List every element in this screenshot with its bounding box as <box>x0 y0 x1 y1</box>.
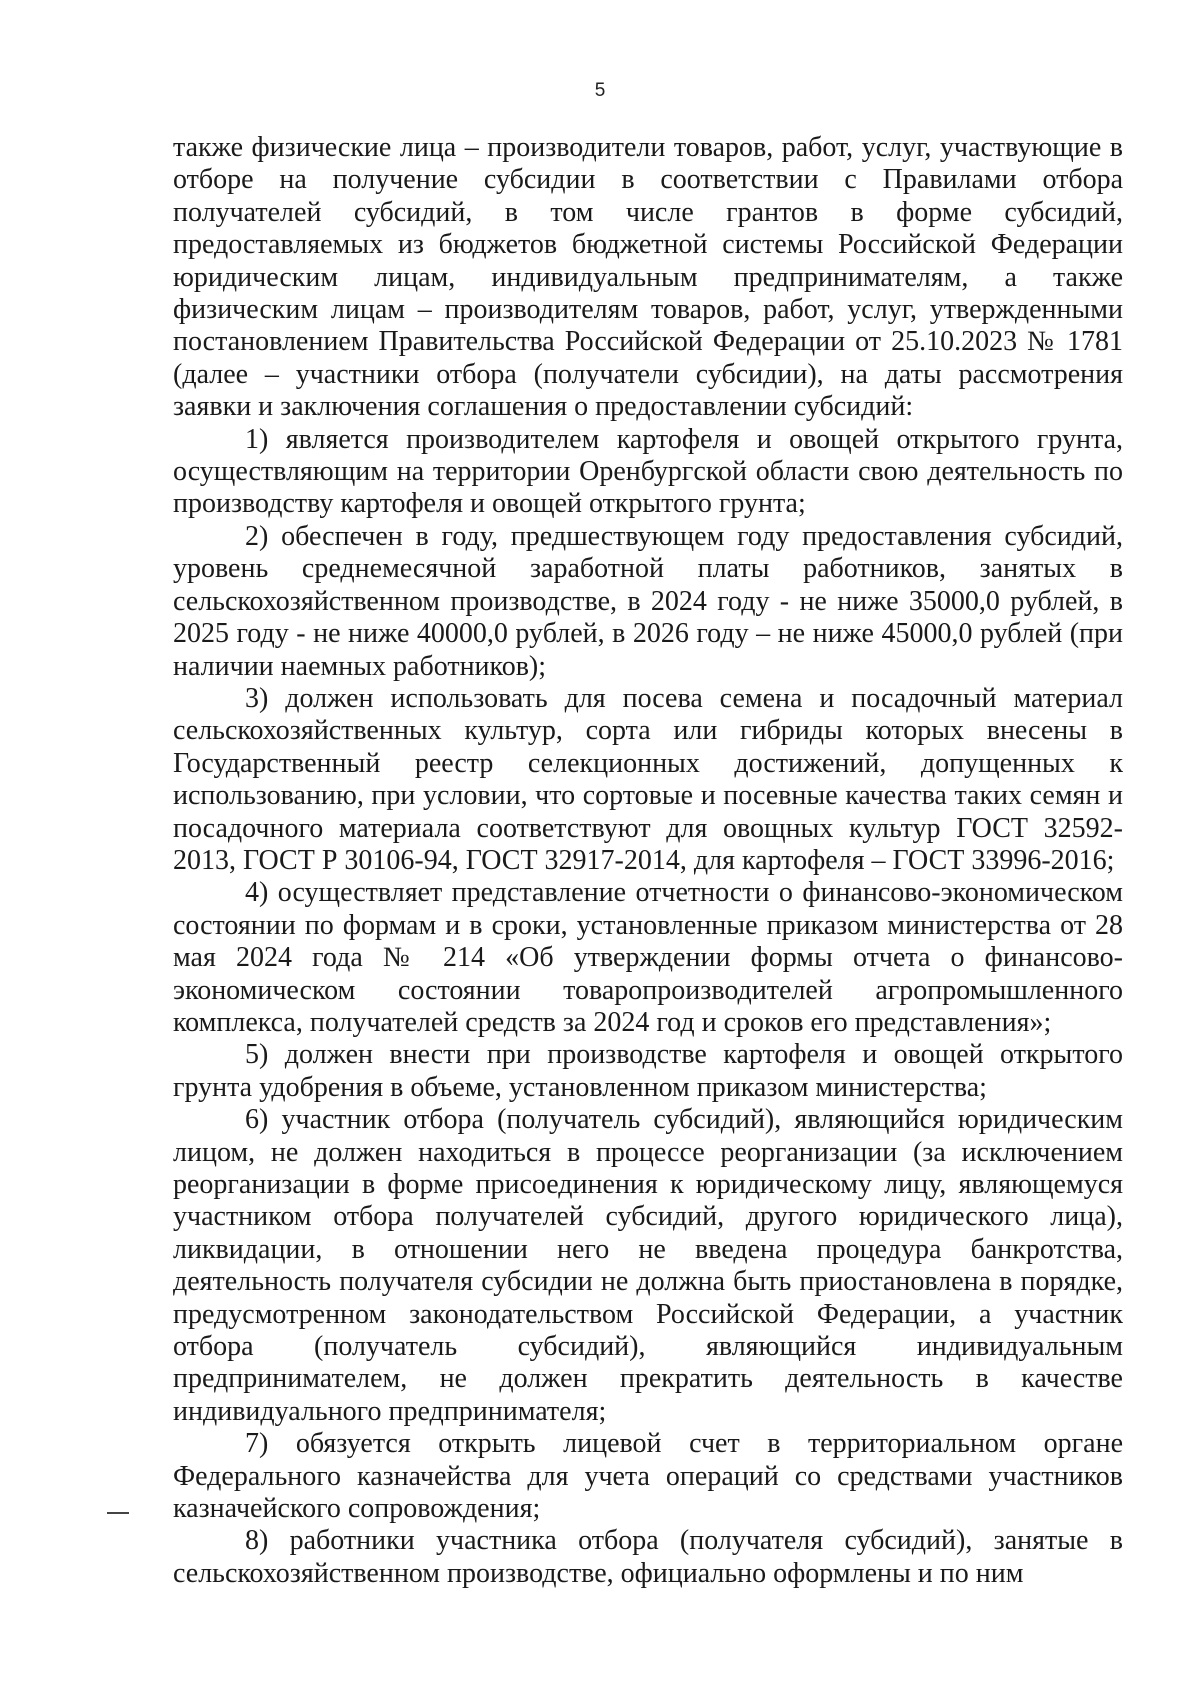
document-body <box>173 132 1123 1590</box>
paragraph-item-1: 1) является производителем картофеля и овощей открытого грунта, осуществляющим на территории Оренбургской области свою деятельность по производству картофеля и овощей открытого грунта; <box>173 423 1123 520</box>
paragraph-item-5: 5) должен внести при производстве картофеля и овощей открытого грунта удобрения в объеме, установленном приказом министерства; <box>173 1039 1123 1103</box>
page-number: 5 <box>594 80 606 101</box>
margin-dash-mark <box>107 1512 129 1514</box>
paragraph-item-2: 2) обеспечен в году, предшествующем году предоставления субсидий, уровень среднемесячной заработной платы работников, занятых в сельскохозяйственном производстве, в 2024 году - не ниже 35000,0 рублей, в 2025 году - не ниже 40000,0 рублей, в 2026 году – не ниже 45000,0 рублей (при наличии наемных работников); <box>173 520 1123 682</box>
paragraph-item-6: 6) участник отбора (получатель субсидий), являющийся юридическим лицом, не должен находиться в процессе реорганизации (за исключением реорганизации в форме присоединения к юридическому лицу, являющемуся участником отбора получателей субсидий, другого юридического лица), ликвидации, в отношении него не введена процедура банкротства, деятельность получателя субсидии не должна быть приостановлена в порядке, предусмотренном законодательством Российской Федерации, а участник отбора (получатель субсидий), являющийся индивидуальным предпринимателем, не должен прекратить деятельность в качестве индивидуального предпринимателя; <box>173 1104 1123 1427</box>
paragraph-item-8: 8) работники участника отбора (получателя субсидий), занятые в сельскохозяйственном производстве, официально оформлены и по ним <box>173 1525 1123 1589</box>
paragraph-intro: также физические лица – производители товаров, работ, услуг, участвующие в отборе на получение субсидии в соответствии с Правилами отбора получателей субсидий, в том числе грантов в форме субсидий, предоставляемых из бюджетов бюджетной системы Российской Федерации юридическим лицам, индивидуальным предпринимателям, а также физическим лицам – производителям товаров, работ, услуг, утвержденными постановлением Правительства Российской Федерации от 25.10.2023 № 1781 (далее – участники отбора (получатели субсидии), на даты рассмотрения заявки и заключения соглашения о предоставлении субсидий: <box>173 132 1123 423</box>
paragraph-item-3: 3) должен использовать для посева семена и посадочный материал сельскохозяйственных культур, сорта или гибриды которых внесены в Государственный реестр селекционных достижений, допущенных к использованию, при условии, что сортовые и посевные качества таких семян и посадочного материала соответствуют для овощных культур ГОСТ 32592-2013, ГОСТ Р 30106-94, ГОСТ 32917-2014, для картофеля – ГОСТ 33996-2016; <box>173 682 1123 876</box>
paragraph-item-4: 4) осуществляет представление отчетности о финансово-экономическом состоянии по формам и в сроки, установленные приказом министерства от 28 мая 2024 года № 214 «Об утверждении формы отчета о финансово-экономическом состоянии товаропроизводителей агропромышленного комплекса, получателей средств за 2024 год и сроков его представления»; <box>173 877 1123 1038</box>
paragraph-item-7: 7) обязуется открыть лицевой счет в территориальном органе Федерального казначейства для учета операций со средствами участников казначейского сопровождения; <box>173 1428 1123 1525</box>
